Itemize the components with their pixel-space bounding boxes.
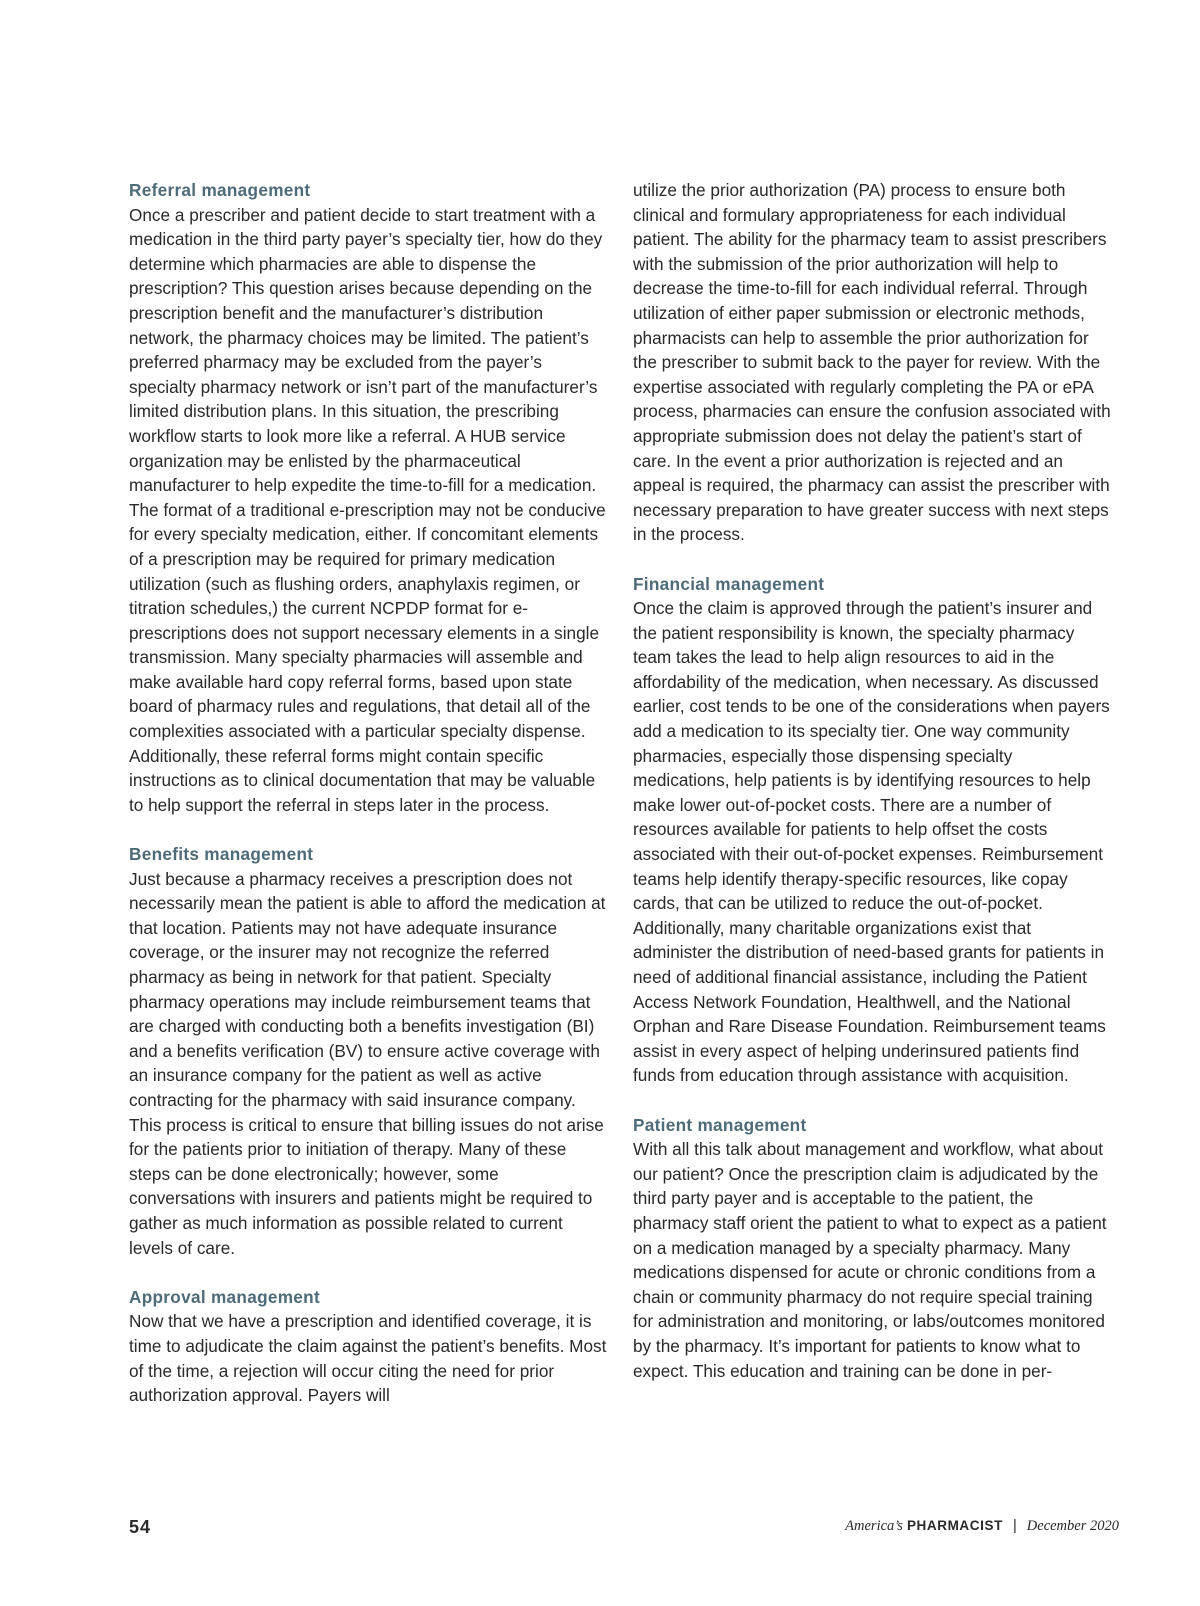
approval-management-heading: Approval management <box>129 1286 320 1307</box>
approval-management-continued: utilize the prior authorization (PA) process to ensure both clinical and formulary appropriateness for each individual patient. The ability for the pharmacy team to assist prescribers with the submission of the prior authorization will help to decrease the time-to-fill for each individual referral. Through utilization of either paper submission or electronic methods, pharmacists can help to assemble the prior authorization for the prescriber to submit back to the payer for review. With the expertise associated with regularly completing the PA or ePA process, pharmacies can ensure the confusion associated with appropriate submission does not delay the patient’s start of care. In the event a prior authorization is rejected and an appeal is required, the pharmacy can assist the prescriber with necessary preparation to have greater success with next steps in the process. <box>633 180 1111 545</box>
approval-management-body: Now that we have a prescription and identified coverage, it is time to adjudicate the claim against the patient’s benefits. Most of the time, a rejection will occur citing the need for prior authorization approval. Payers will <box>129 1311 607 1406</box>
referral-management-heading: Referral management <box>129 180 311 200</box>
financial-management-body: Once the claim is approved through the patient’s insurer and the patient responsibility is known, the specialty pharmacy team takes the lead to help align resources to aid in the affordability of the medication, when necessary. As discussed earlier, cost tends to be one of the considerations when payers add a medication to its specialty tier. One way community pharmacies, especially those dispensing specialty medications, help patients is by identifying resources to help make lower out-of-pocket costs. There are a number of resources available for patients to help offset the costs associated with their out-of-pocket expenses. Reimbursement teams help identify therapy-specific resources, like copay cards, that can be utilized to reduce the out-of-pocket. Additionally, many charitable organizations exist that administer the distribution of need-based grants for patients in need of additional financial assistance, including the Patient Access Network Foundation, Healthwell, and the National Orphan and Rare Disease Foundation. Reimbursement teams assist in every aspect of helping underinsured patients find funds from education through assistance with acquisition. <box>633 598 1110 1086</box>
running-footer <box>845 1518 1119 1535</box>
benefits-management-body: Just because a pharmacy receives a prescription does not necessarily mean the patient is able to afford the medication at that location. Patients may not have adequate insurance coverage, or the insurer may not recognize the referred pharmacy as being in network for that patient. Specialty pharmacy operations may include reimbursement teams that are charged with conducting both a benefits investigation (BI) and a benefits verification (BV) to ensure active coverage with an insurance company for the patient as well as active contracting for the pharmacy with said insurance company. This process is critical to ensure that billing issues do not arise for the patients prior to initiation of therapy. Many of these steps can be done electronically; however, some conversations with insurers and patients might be required to gather as much information as possible related to current levels of care. <box>129 868 606 1258</box>
page-number: 54 <box>129 1517 152 1537</box>
patient-management-body: With all this talk about management and workflow, what about our patient? Once the prescription claim is adjudicated by the third party payer and is acceptable to the patient, the pharmacy staff orient the patient to what to expect as a patient on a medication managed by a specialty pharmacy. Many medications dispensed for acute or chronic conditions from a chain or community pharmacy do not require special training for administration and monitoring, or labs/outcomes monitored by the pharmacy. It’s important for patients to know what to expect. This education and training can be done in per- <box>633 1139 1107 1381</box>
referral-management-body: Once a prescriber and patient decide to start treatment with a medication in the third party payer’s specialty tier, how do they determine which pharmacies are able to dispense the prescription? This question arises because depending on the prescription benefit and the manufacturer’s distribution network, the pharmacy choices may be limited. The patient’s preferred pharmacy may be excluded from the payer’s specialty pharmacy network or isn’t part of the manufacturer’s limited distribution plans. In this situation, the prescribing workflow starts to look more like a referral. A HUB service organization may be enlisted by the pharmaceutical manufacturer to help expedite the time-to-fill for a medication. The format of a traditional e-prescription may not be conducive for every specialty medication, either. If concomitant elements of a prescription may be required for primary medication utilization (such as flushing orders, anaphylaxis regimen, or titration schedules,) the current NCPDP format for e-prescriptions does not support necessary elements in a single transmission. Many specialty pharmacies will assemble and make available hard copy referral forms, based upon state board of pharmacy rules and regulations, that detail all of the complexities associated with a particular specialty dispense. Additionally, these referral forms might contain specific instructions as to clinical documentation that may be valuable to help support the referral in steps later in the process. <box>129 204 606 815</box>
patient-management-heading: Patient management <box>633 1114 807 1135</box>
right-column <box>633 178 1113 1383</box>
publication-name: PHARMACIST <box>906 1518 1003 1533</box>
left-column <box>129 178 609 1408</box>
footer-separator: | <box>1012 1518 1017 1534</box>
benefits-management-heading: Benefits management <box>129 844 314 865</box>
publication-prefix: America’s <box>845 1518 903 1534</box>
financial-management-heading: Financial management <box>633 573 825 594</box>
issue-date: December 2020 <box>1026 1518 1119 1534</box>
